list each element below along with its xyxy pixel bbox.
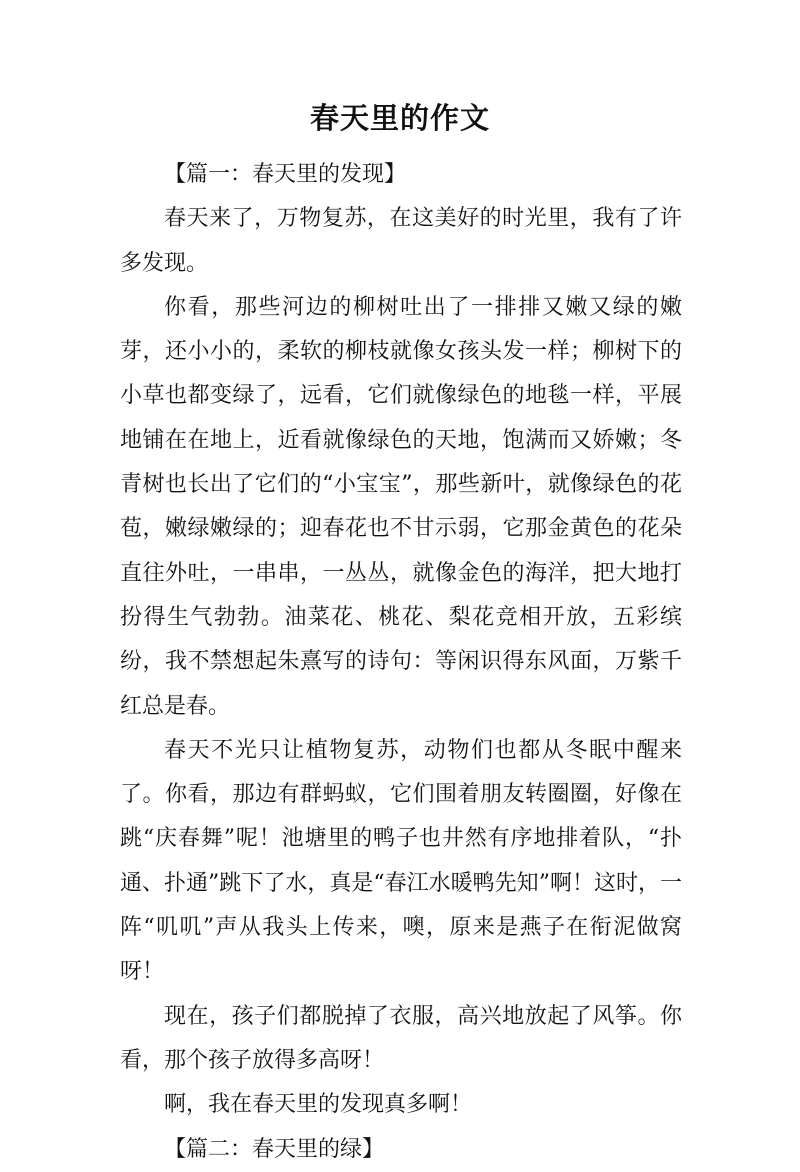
document-body [120,153,682,1172]
paragraph: 现在，孩子们都脱掉了衣服，高兴地放起了风筝。你看，那个孩子放得多高呀！ [120,1003,682,1073]
document-title: 春天里的作文 [309,101,490,135]
paragraph: 春天不光只让植物复苏，动物们也都从冬眠中醒来了。你看，那边有群蚂蚁，它们围着朋友转圈圈，好像在跳“庆春舞”呢！池塘里的鸭子也井然有序地排着队，“扑通、扑通”跳下了水，真是“春江水暖鸭先知”啊！这时，一阵“叽叽”声从我头上传来，噢，原来是燕子在衔泥做窝呀！ [120,737,682,985]
paragraph: 你看，那些河边的柳树吐出了一排排又嫩又绿的嫩芽，还小小的，柔软的柳枝就像女孩头发一样；柳树下的小草也都变绿了，远看，它们就像绿色的地毯一样，平展地铺在在地上，近看就像绿色的天地，饱满而又娇嫩；冬青树也长出了它们的“小宝宝”，那些新叶，就像绿色的花苞，嫩绿嫩绿的；迎春花也不甘示弱，它那金黄色的花朵直往外吐，一串串，一丛丛，就像金色的海洋，把大地打扮得生气勃勃。油菜花、桃花、梨花竞相开放，五彩缤纷，我不禁想起朱熹写的诗句：等闲识得东风面，万紫千红总是春。 [120,294,682,719]
paragraph: 春天来了，万物复苏，在这美好的时光里，我有了许多发现。 [120,206,682,276]
section-heading-2: 【篇二：春天里的绿】 [164,1136,385,1162]
section-heading-1: 【篇一：春天里的发现】 [164,162,407,187]
paragraph: 啊，我在春天里的发现真多啊！ [164,1092,473,1118]
